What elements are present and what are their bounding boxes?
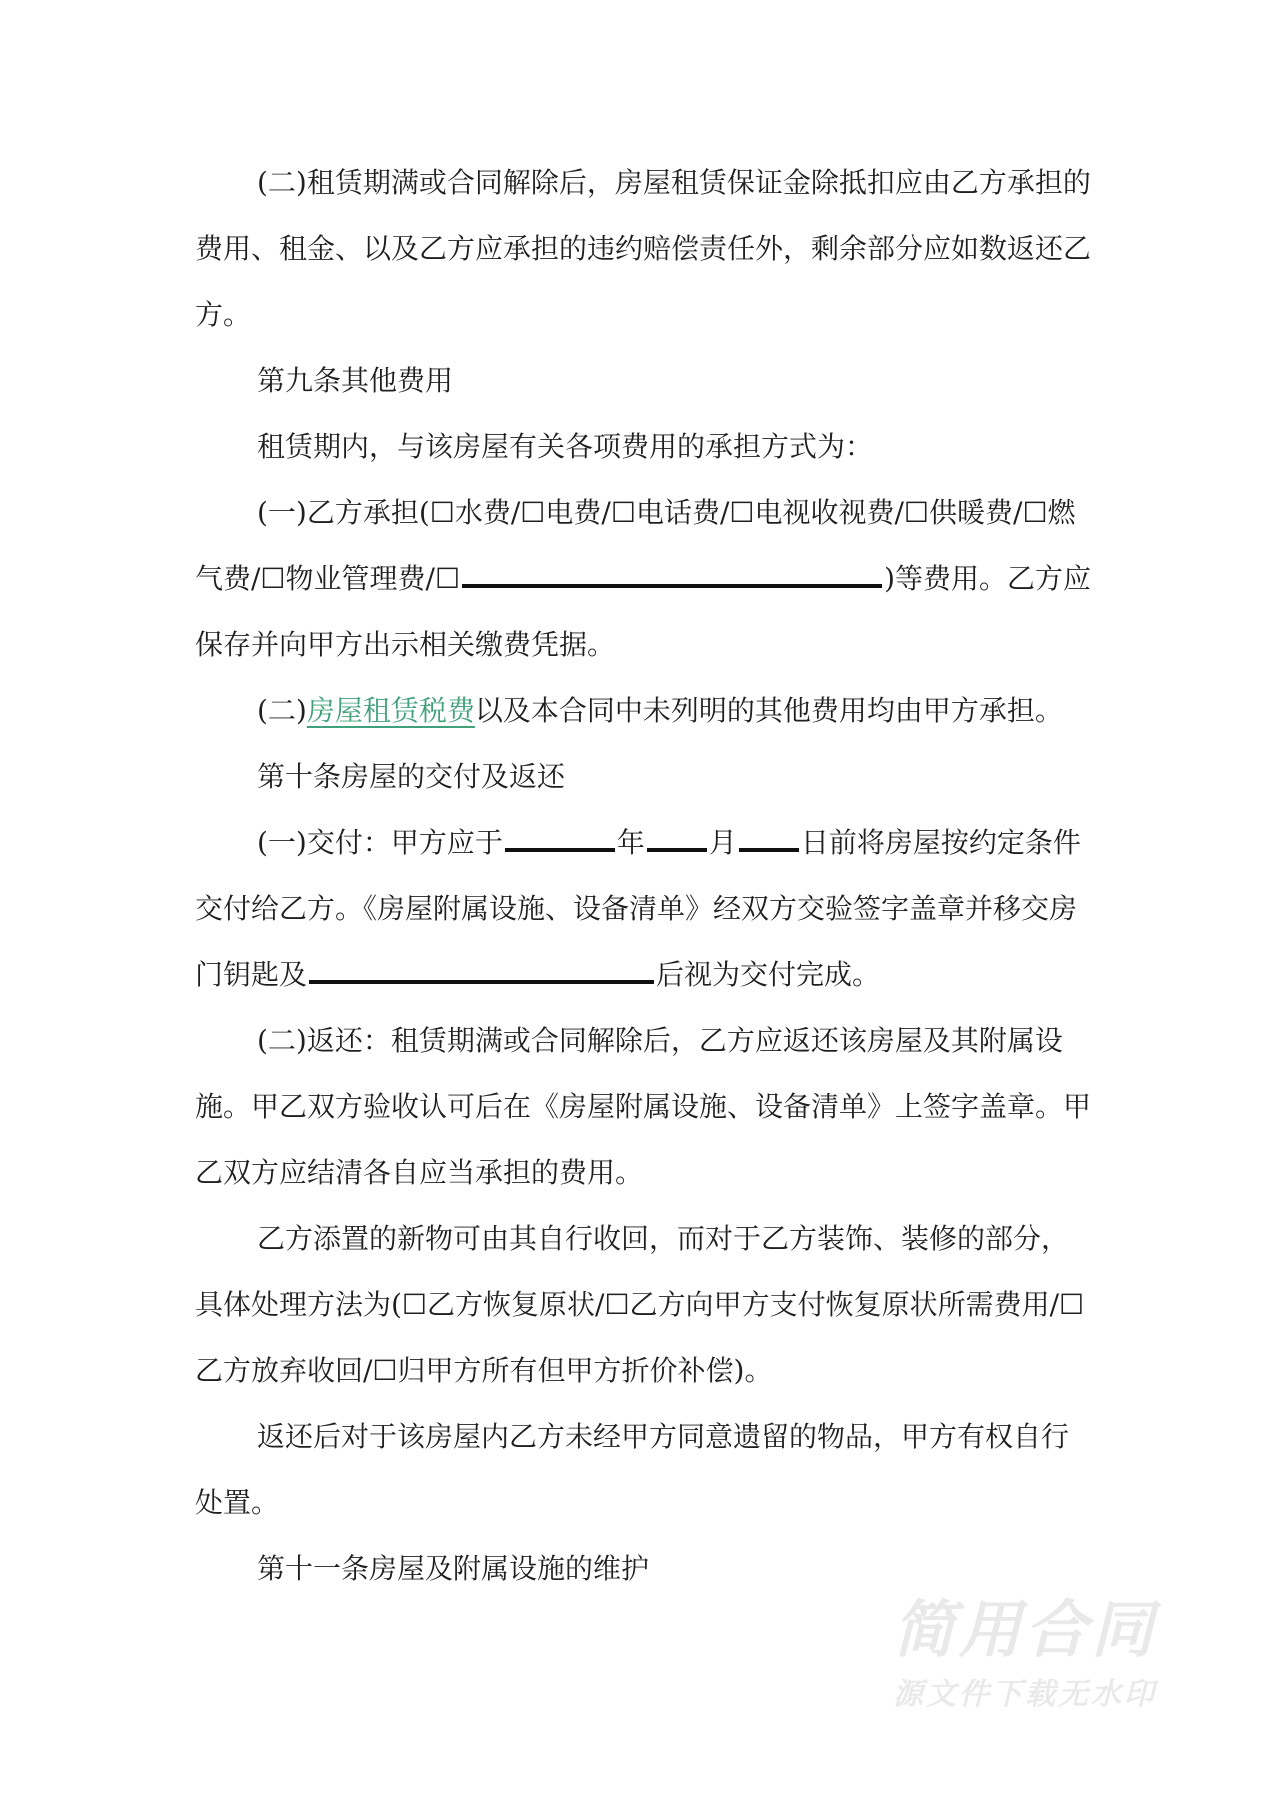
fill-blank-day[interactable]	[739, 828, 799, 852]
article-9-item-1-text-b: )等费用。乙方应保存并向甲方出示相关缴费凭据。	[195, 562, 1092, 661]
article-9-title: 第九条其他费用	[257, 364, 454, 397]
article-9-item-1-text-a: (一)乙方承担(☐水费/☐电费/☐电话费/☐电视收视费/☐供暖费/☐燃气费/☐物业管理费/☐	[195, 496, 1076, 595]
article-9-item-2-prefix: (二)	[257, 694, 307, 727]
watermark	[860, 1590, 1190, 1720]
watermark-subtitle: 源文件下载无水印	[893, 1677, 1157, 1712]
rental-tax-link[interactable]: 房屋租赁税费	[306, 694, 475, 727]
fill-blank-year[interactable]	[505, 828, 615, 852]
fill-blank-month[interactable]	[647, 828, 707, 852]
year-label: 年	[616, 826, 645, 859]
article-10-item-1-text-a: (一)交付：甲方应于	[257, 826, 503, 859]
article-10-item-1	[195, 810, 1095, 1008]
article-10-item-4: 返还后对于该房屋内乙方未经甲方同意遗留的物品，甲方有权自行处置。	[195, 1420, 1070, 1519]
article-10-item-1-text-b: 日前将房屋按约定条件交付给乙方。《房屋附属设施、设备清单》经双方交验签字盖章并移交房门钥匙及	[195, 826, 1081, 991]
fill-blank-other-fees[interactable]	[462, 564, 882, 588]
article-9-intro: 租赁期内，与该房屋有关各项费用的承担方式为：	[257, 430, 874, 463]
article-9-item-2-suffix: 以及本合同中未列明的其他费用均由甲方承担。	[474, 694, 1063, 727]
paragraph-deposit-return: (二)租赁期满或合同解除后，房屋租赁保证金除抵扣应由乙方承担的费用、租金、以及乙方应承担的违约赔偿责任外，剩余部分应如数返还乙方。	[195, 166, 1092, 331]
article-10-item-1-text-c: 后视为交付完成。	[656, 958, 881, 991]
watermark-title: 简用合同	[892, 1593, 1157, 1666]
article-10-item-3: 乙方添置的新物可由其自行收回，而对于乙方装饰、装修的部分，具体处理方法为(☐乙方恢复原状/☐乙方向甲方支付恢复原状所需费用/☐乙方放弃收回/☐归甲方所有但甲方折价补偿)。	[195, 1222, 1085, 1387]
article-10-item-2: (二)返还：租赁期满或合同解除后，乙方应返还该房屋及其附属设施。甲乙双方验收认可后在《房屋附属设施、设备清单》上签字盖章。甲乙双方应结清各自应当承担的费用。	[195, 1024, 1092, 1189]
fill-blank-handover-items[interactable]	[309, 960, 654, 984]
article-9-item-1	[195, 480, 1095, 678]
article-11-title: 第十一条房屋及附属设施的维护	[257, 1552, 650, 1585]
article-10-title: 第十条房屋的交付及返还	[257, 760, 566, 793]
article-9-item-2	[195, 678, 1095, 744]
month-label: 月	[708, 826, 737, 859]
document-body	[195, 150, 1095, 1602]
